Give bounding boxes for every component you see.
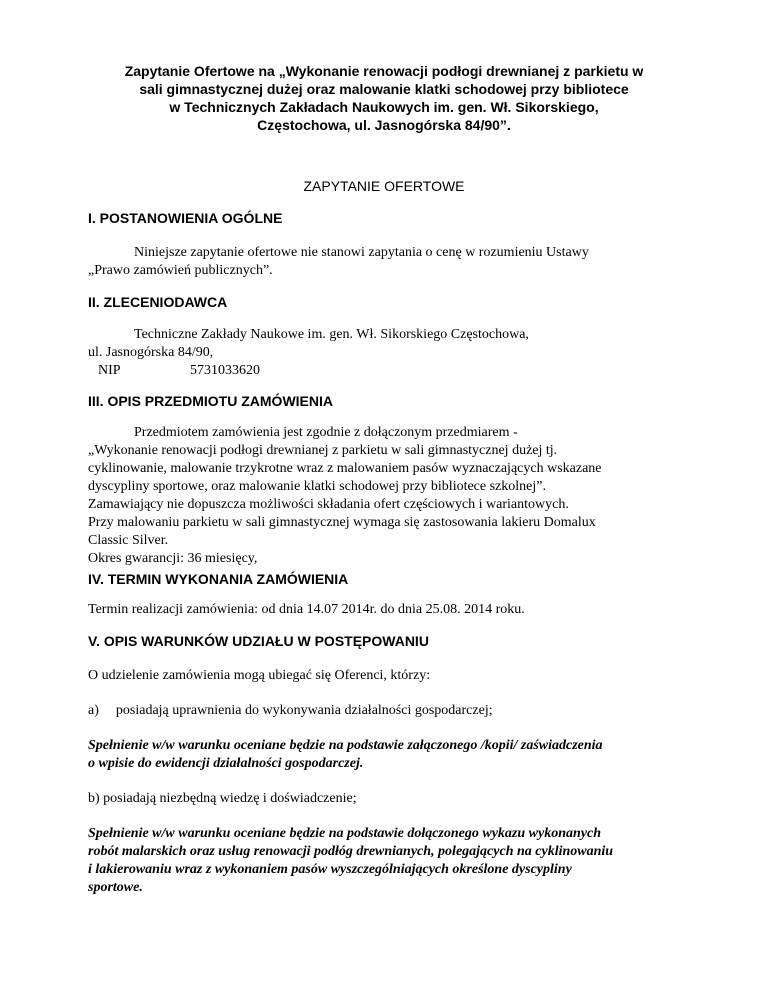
condition-a-text: posiadają uprawnienia do wykonywania działalności gospodarczej; — [115, 703, 493, 718]
condition-b: b) posiadają niezbędną wiedzę i doświadczenie; — [88, 791, 357, 806]
note-line: i lakierowaniu wraz z wykonaniem pasów wyszczególniających określone dyscypliny — [88, 862, 572, 877]
paragraph-line: Okres gwarancji: 36 miesięcy, — [88, 551, 258, 566]
paragraph-line: Przy malowaniu parkietu w sali gimnastycznej wymaga się zastosowania lakieru Domalux — [88, 515, 596, 530]
section-heading-subject: III. OPIS PRZEDMIOTU ZAMÓWIENIA — [88, 393, 333, 409]
client-paragraph — [88, 326, 680, 380]
subject-paragraph — [88, 424, 680, 568]
section-heading-client: II. ZLECENIODAWCA — [88, 294, 228, 310]
nip-value: 5731033620 — [190, 363, 260, 378]
main-heading: ZAPYTANIE OFERTOWE — [303, 178, 465, 194]
section-heading-conditions: V. OPIS WARUNKÓW UDZIAŁU W POSTĘPOWANIU — [88, 633, 429, 649]
paragraph-line: Zamawiający nie dopuszcza możliwości składania ofert częściowych i wariantowych. — [88, 497, 569, 512]
paragraph-line: Przedmiotem zamówienia jest zgodnie z dołączonym przedmiarem - — [134, 425, 518, 440]
document-title — [70, 62, 698, 134]
condition-b-note — [88, 825, 680, 897]
note-line: robót malarskich oraz usług renowacji podłóg drewnianych, polegających na cyklinowaniu — [88, 844, 614, 859]
paragraph-line: Classic Silver. — [88, 533, 169, 548]
section-heading-general: I. POSTANOWIENIA OGÓLNE — [88, 210, 283, 226]
general-paragraph — [88, 244, 680, 280]
condition-a — [88, 702, 680, 720]
note-line: Spełnienie w/w warunku oceniane będzie na podstawie dołączonego wykazu wykonanych — [88, 826, 601, 841]
title-line: w Technicznych Zakładach Naukowych im. gen. Wł. Sikorskiego, — [169, 99, 599, 115]
paragraph-line: Techniczne Zakłady Naukowe im. gen. Wł. Sikorskiego Częstochowa, — [134, 327, 529, 342]
conditions-intro: O udzielenie zamówienia mogą ubiegać się Oferenci, którzy: — [88, 668, 431, 683]
nip-label: NIP — [98, 363, 121, 378]
note-line: sportowe. — [88, 880, 143, 895]
paragraph-line: „Wykonanie renowacji podłogi drewnianej z parkietu w sali gimnastycznej dużej tj. — [88, 443, 558, 458]
condition-a-note — [88, 737, 680, 773]
paragraph-line: cyklinowanie, malowanie trzykrotne wraz z malowaniem pasów wyznaczających wskazane — [88, 461, 602, 476]
title-line: Częstochowa, ul. Jasnogórska 84/90”. — [257, 117, 511, 133]
deadline-text: Termin realizacji zamówienia: od dnia 14.07 2014r. do dnia 25.08. 2014 roku. — [88, 602, 525, 617]
note-line: Spełnienie w/w warunku oceniane będzie na podstawie załączonego /kopii/ zaświadczenia — [88, 738, 603, 753]
paragraph-line: „Prawo zamówień publicznych”. — [88, 263, 273, 278]
list-marker: a) — [88, 703, 99, 718]
section-heading-deadline: IV. TERMIN WYKONANIA ZAMÓWIENIA — [88, 571, 349, 587]
paragraph-line: Niniejsze zapytanie ofertowe nie stanowi zapytania o cenę w rozumieniu Ustawy — [134, 245, 589, 260]
paragraph-line: dyscypliny sportowe, oraz malowanie klatki schodowej przy bibliotece szkolnej”. — [88, 479, 546, 494]
title-line: sali gimnastycznej dużej oraz malowanie klatki schodowej przy bibliotece — [139, 81, 629, 97]
paragraph-line: ul. Jasnogórska 84/90, — [88, 345, 214, 360]
title-line: Zapytanie Ofertowe na „Wykonanie renowacji podłogi drewnianej z parkietu w — [124, 63, 644, 79]
note-line: o wpisie do ewidencji działalności gospodarczej. — [88, 756, 364, 771]
